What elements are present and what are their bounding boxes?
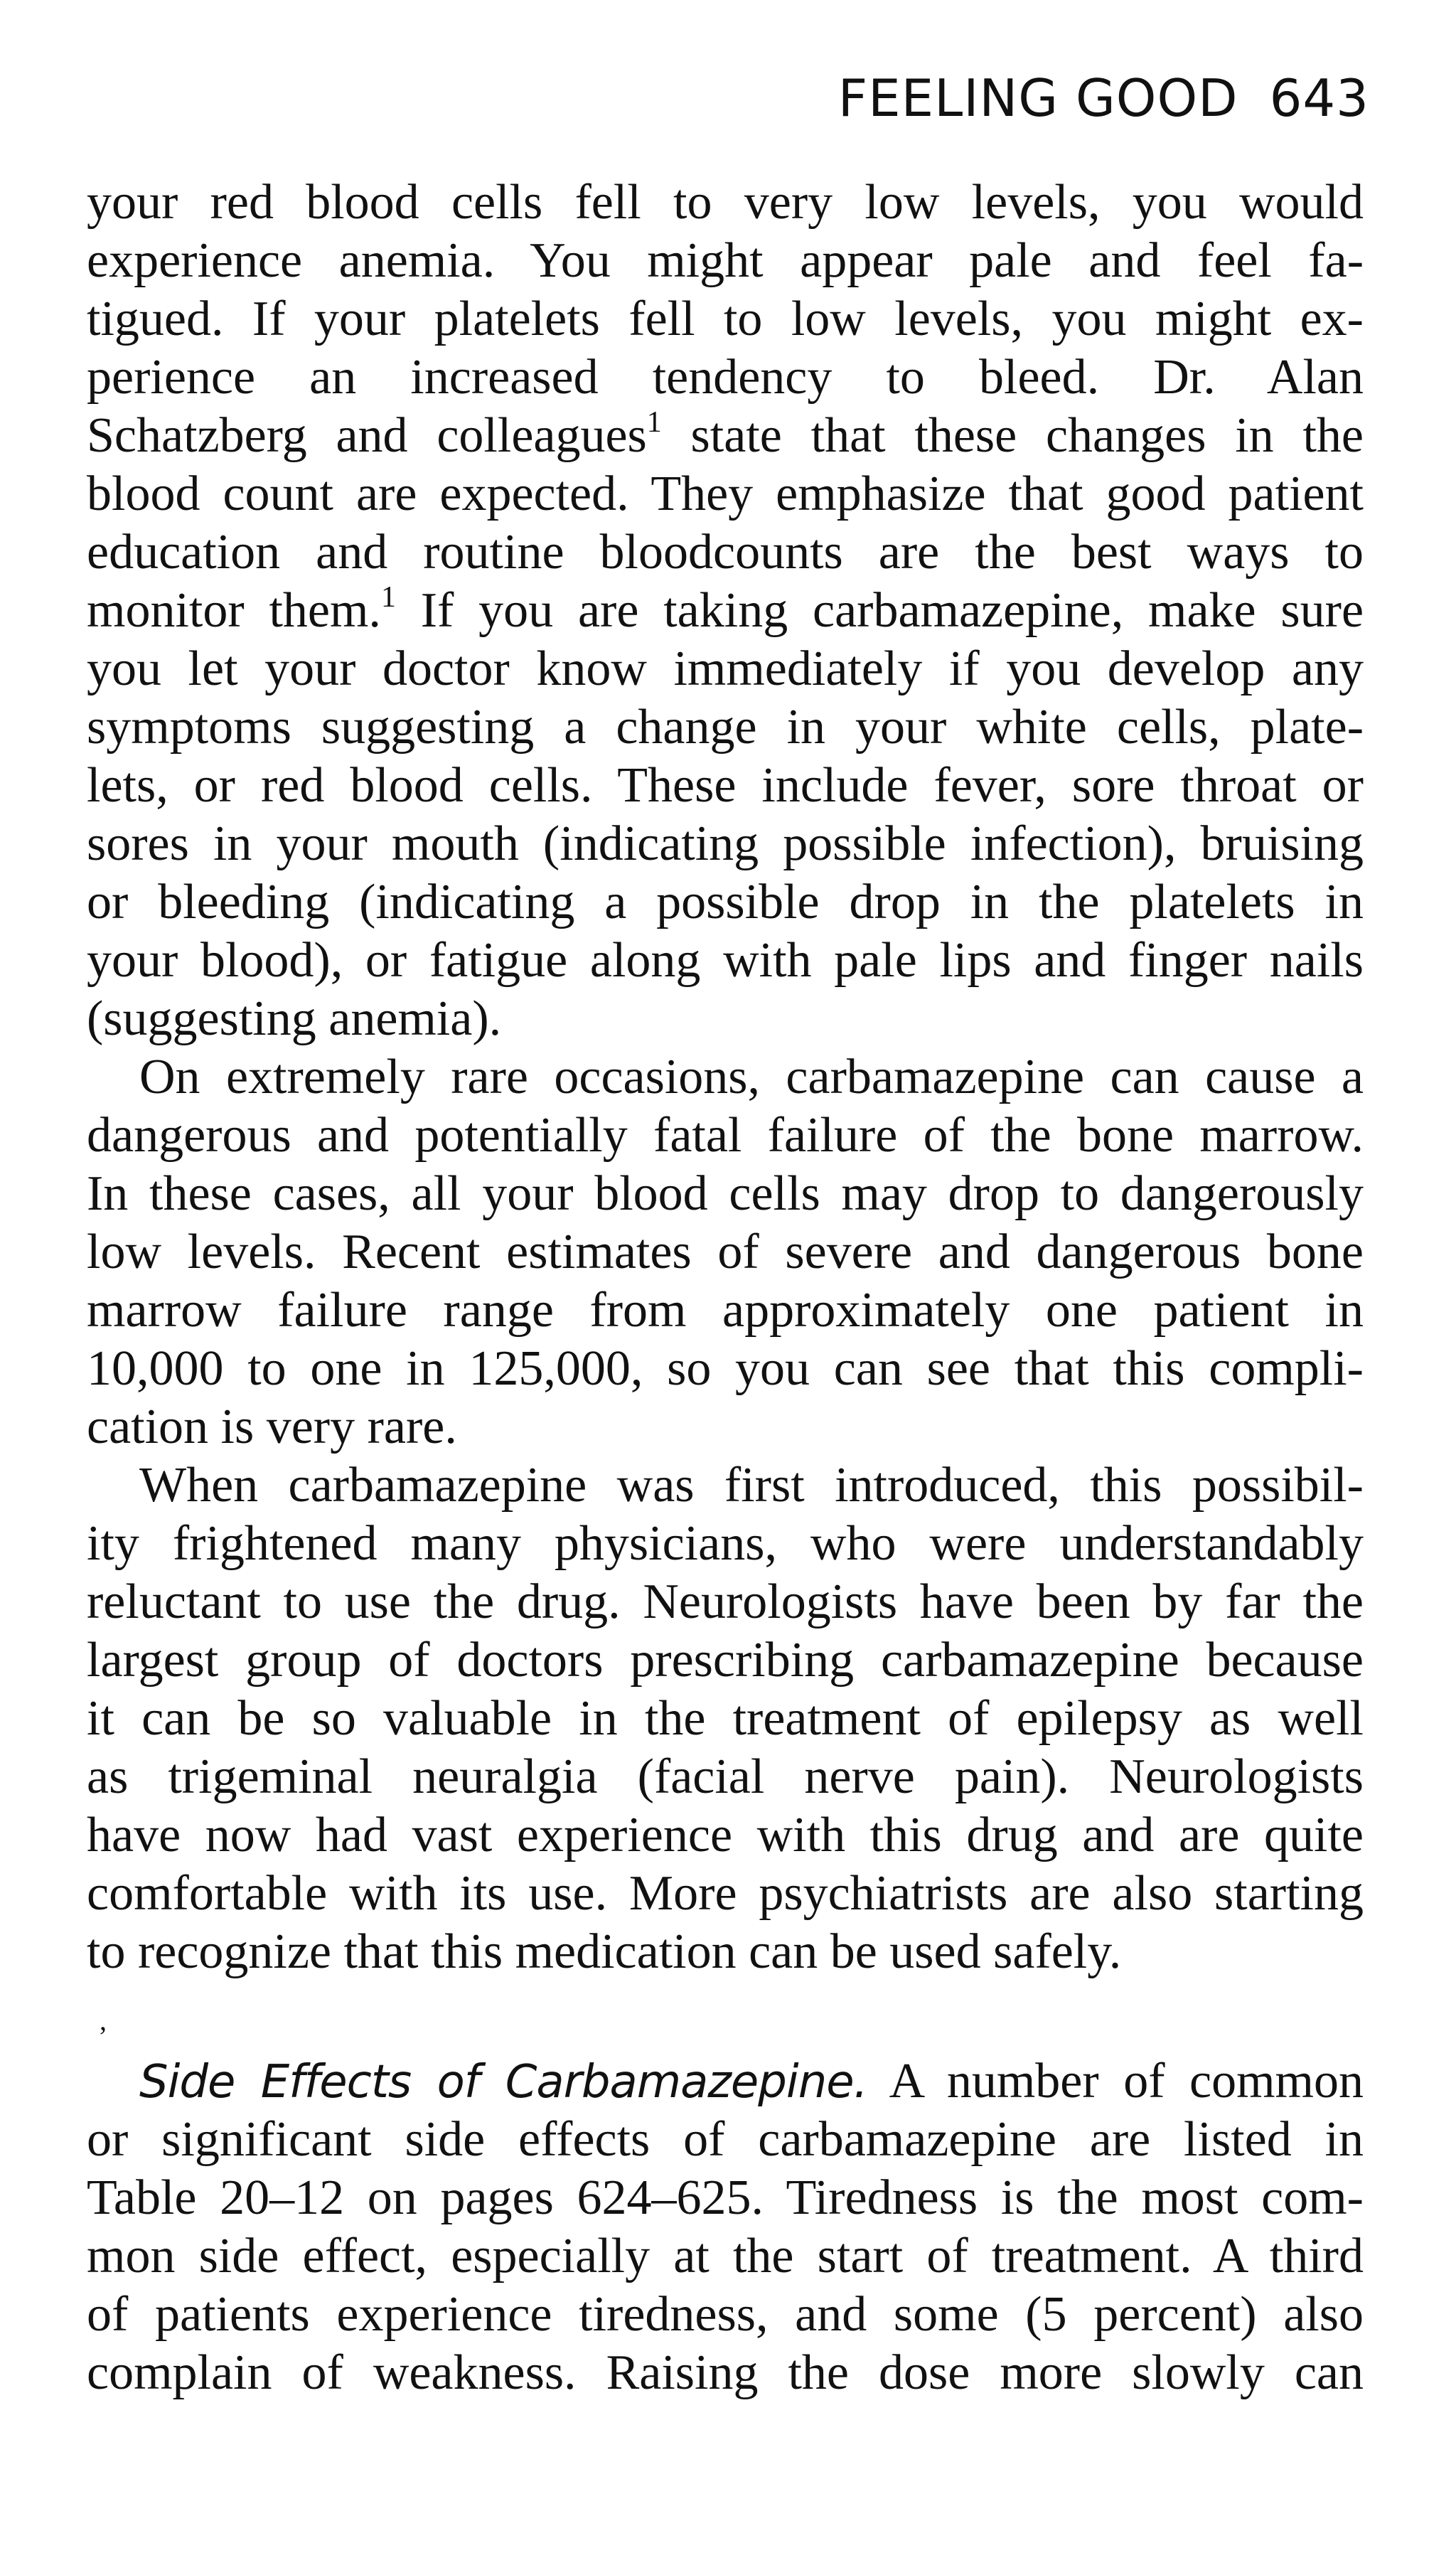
paragraph: [87, 2052, 1364, 2402]
text-line: Table 20–12 on pages 624–625. Tiredness is the most com-: [87, 2170, 1364, 2225]
section-heading: Side Effects of Carbamazepine.: [139, 2056, 867, 2109]
text-segment: monitor them.: [87, 583, 381, 638]
text-line: your blood), or fatigue along with pale lips and finger nails: [87, 933, 1364, 988]
text-line: your red blood cells fell to very low levels, you would: [87, 175, 1364, 230]
text-line: or bleeding (indicating a possible drop in the platelets in: [87, 875, 1364, 929]
text-segment: A number of common: [867, 2054, 1364, 2109]
text-line: mon side effect, especially at the start of treatment. A third: [87, 2229, 1364, 2283]
text-line: as trigeminal neuralgia (facial nerve pain). Neurologists: [87, 1749, 1364, 1804]
text-line: lets, or red blood cells. These include fever, sore throat or: [87, 758, 1364, 813]
text-line: you let your doctor know immediately if you develop any: [87, 641, 1364, 696]
text-line: symptoms suggesting a change in your white cells, plate-: [87, 700, 1364, 755]
text-segment: If you are taking carbamazepine, make sure: [395, 583, 1364, 638]
text-line: [87, 582, 1364, 640]
text-line: In these cases, all your blood cells may drop to dangerously: [87, 1166, 1364, 1221]
running-head: [837, 68, 1369, 128]
text-segment: Schatzberg and colleagues: [87, 408, 647, 463]
text-line: blood count are expected. They emphasize that good patient: [87, 467, 1364, 521]
text-line: When carbamazepine was first introduced, this possibil-: [139, 1458, 1364, 1513]
text-line: sores in your mouth (indicating possible infection), bruising: [87, 816, 1364, 871]
text-line: marrow failure range from approximately one patient in: [87, 1283, 1364, 1338]
page-number: 643: [1269, 68, 1369, 128]
text-line: 10,000 to one in 125,000, so you can see that this compli-: [87, 1341, 1364, 1396]
text-line: reluctant to use the drug. Neurologists have been by far the: [87, 1574, 1364, 1629]
text-line: comfortable with its use. More psychiatrists are also starting: [87, 1866, 1364, 1921]
paragraph-continued: [87, 174, 1364, 1048]
text-line: to recognize that this medication can be used safely.: [87, 1924, 1122, 1979]
text-line: or significant side effects of carbamazepine are listed in: [87, 2112, 1364, 2167]
text-line: dangerous and potentially fatal failure of the bone marrow.: [87, 1108, 1364, 1163]
text-line: largest group of doctors prescribing carbamazepine because: [87, 1633, 1364, 1688]
text-line: complain of weakness. Raising the dose more slowly can: [87, 2345, 1364, 2400]
text-line: On extremely rare occasions, carbamazepine can cause a: [139, 1050, 1364, 1104]
text-line: cation is very rare.: [87, 1400, 457, 1454]
text-line: [87, 2052, 1364, 2111]
footnote-marker: 1: [646, 406, 662, 439]
text-line: perience an increased tendency to bleed. Dr. Alan: [87, 350, 1364, 405]
text-line: ity frightened many physicians, who were understandably: [87, 1516, 1364, 1571]
text-line: [87, 407, 1364, 465]
text-line: of patients experience tiredness, and some (5 percent) also: [87, 2287, 1364, 2342]
text-line: low levels. Recent estimates of severe and dangerous bone: [87, 1225, 1364, 1279]
text-line: tigued. If your platelets fell to low levels, you might ex-: [87, 292, 1364, 346]
paragraph: [87, 1048, 1364, 1456]
running-head-title: FEELING GOOD: [837, 68, 1238, 128]
text-line: have now had vast experience with this drug and are quite: [87, 1808, 1364, 1862]
stray-print-mark: ’: [98, 2020, 108, 2052]
section-gap: [87, 1981, 1364, 2052]
paragraph: [87, 1456, 1364, 1981]
footnote-marker: 1: [380, 581, 396, 614]
text-line: it can be so valuable in the treatment of epilepsy as well: [87, 1691, 1364, 1746]
body-text: [87, 174, 1364, 2402]
text-line: education and routine bloodcounts are the best ways to: [87, 525, 1364, 580]
text-segment: state that these changes in the: [661, 408, 1364, 463]
text-line: (suggesting anemia).: [87, 991, 502, 1046]
text-line: experience anemia. You might appear pale and feel fa-: [87, 233, 1364, 288]
